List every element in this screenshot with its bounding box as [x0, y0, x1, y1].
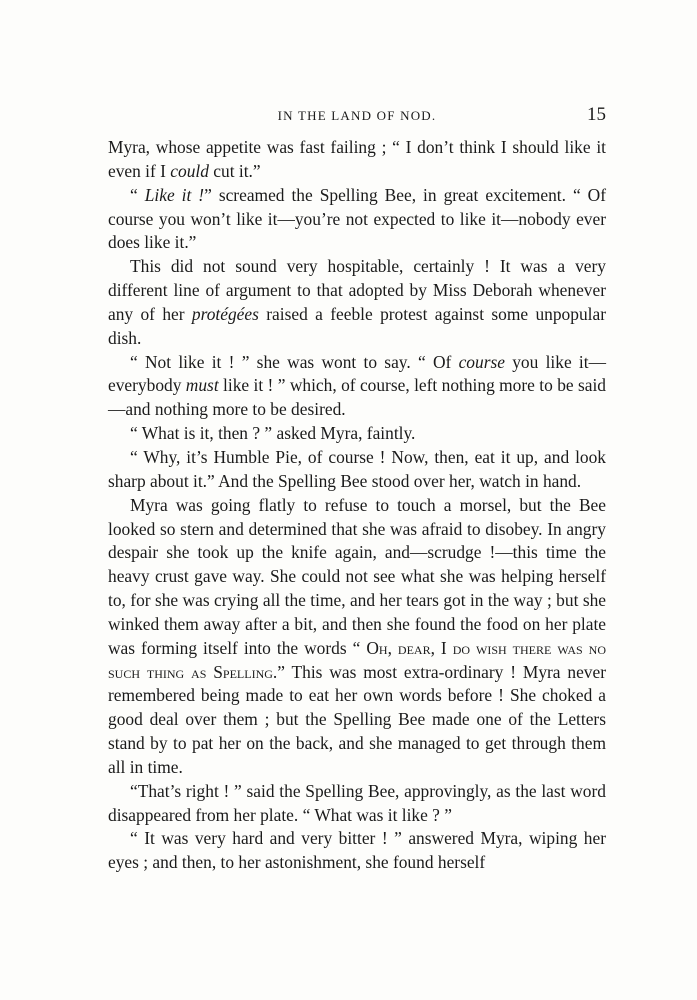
- text-run: “ Not like it ! ” she was wont to say. “ Of: [130, 351, 459, 372]
- text-run: like it ! ” which, of course, left nothing more to be said—and nothing more to be desired.: [108, 375, 607, 420]
- text-run: ” screamed the Spelling Bee, in great excitement. “ Of course you won’t like it—you’re not expected to like it—nobody ever does like it.”: [108, 184, 607, 253]
- text-run: “ It was very hard and very bitter ! ” answered Myra, wiping her eyes ; and then, to her astonishment, she found herself: [108, 828, 606, 873]
- italic-text: protégées: [191, 303, 259, 324]
- text-run: cut it.”: [208, 160, 261, 181]
- paragraph-4: [108, 351, 606, 423]
- paragraph-5: [108, 422, 606, 446]
- text-run: “That’s right ! ” said the Spelling Bee, approvingly, as the last word disappeared from her plate. “ What was it like ? ”: [108, 780, 606, 825]
- running-head: IN THE LAND OF NOD.: [277, 108, 437, 123]
- page-header: [108, 104, 606, 128]
- text-run: Myra, whose appetite was fast failing ; “ I don’t think I should like it even if I: [108, 137, 606, 181]
- paragraph-6: [108, 446, 606, 494]
- paragraph-7: [108, 494, 606, 780]
- italic-text: could: [170, 160, 209, 181]
- body-text: [108, 136, 606, 875]
- paragraph-2: [108, 184, 606, 256]
- text-run: ” This was most extra-ordinary ! Myra never remembered being made to eat her own words before ! She choked a good deal over them ; but the Spelling Bee made one of the Letters stand by to pat her on the back, and she managed to get through them all in time.: [108, 661, 606, 777]
- text-run: you like it—everybody: [108, 351, 606, 396]
- italic-text: must: [185, 375, 219, 396]
- small-caps-text: Oh, dear, I do wish there was no such thing as Spelling.: [108, 637, 607, 682]
- text-run: “ Why, it’s Humble Pie, of course ! Now, then, eat it up, and look sharp about it.” And the Spelling Bee stood over her, watch in hand.: [108, 446, 606, 491]
- page-number: 15: [587, 104, 606, 125]
- paragraph-3: [108, 255, 606, 350]
- text-run: Myra was going flatly to refuse to touch a morsel, but the Bee looked so stern and determined that she was afraid to disobey. In angry despair she took up the knife again, and—scrudge !—this time the heavy crust gave way. She could not see what she was helping herself to, for she was crying all the time, and her tears got in the way ; but she winked them away after a bit, and then she found the food on her plate was forming itself into the words “: [108, 494, 606, 658]
- text-run: “ What is it, then ? ” asked Myra, faintly.: [130, 423, 416, 444]
- text-run: “: [130, 184, 145, 205]
- paragraph-9: [108, 827, 606, 875]
- paragraph-1: [108, 136, 606, 184]
- text-run: This did not sound very hospitable, certainly ! It was a very different line of argument to that adopted by Miss Deborah whenever any of her: [108, 256, 606, 324]
- italic-text: course: [458, 351, 505, 372]
- paragraph-8: [108, 780, 606, 828]
- text-run: raised a feeble protest against some unpopular dish.: [108, 303, 606, 348]
- italic-text: Like it !: [144, 184, 205, 205]
